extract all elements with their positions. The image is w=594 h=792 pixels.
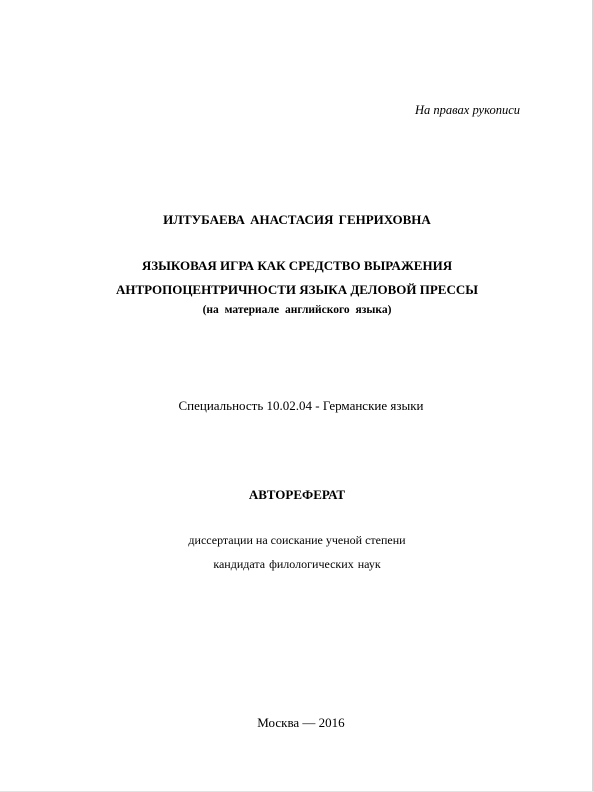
specialty-line: Специальность 10.02.04 - Германские языки [178, 398, 424, 413]
material-note: (на материале английского языка) [202, 304, 392, 316]
title-line-1: ЯЗЫКОВАЯ ИГРА КАК СРЕДСТВО ВЫРАЖЕНИЯ [141, 258, 453, 273]
manuscript-note: На правах рукописи [415, 103, 520, 117]
degree-line: кандидата филологических наук [213, 557, 381, 571]
author-name: ИЛТУБАЕВА АНАСТАСИЯ ГЕНРИХОВНА [163, 212, 431, 227]
document-type-heading: АВТОРЕФЕРАТ [248, 487, 346, 502]
city-year: Москва — 2016 [257, 715, 345, 730]
title-line-2: АНТРОПОЦЕНТРИЧНОСТИ ЯЗЫКА ДЕЛОВОЙ ПРЕССЫ [115, 282, 479, 297]
dissertation-line: диссертации на соискание ученой степени [188, 533, 406, 547]
